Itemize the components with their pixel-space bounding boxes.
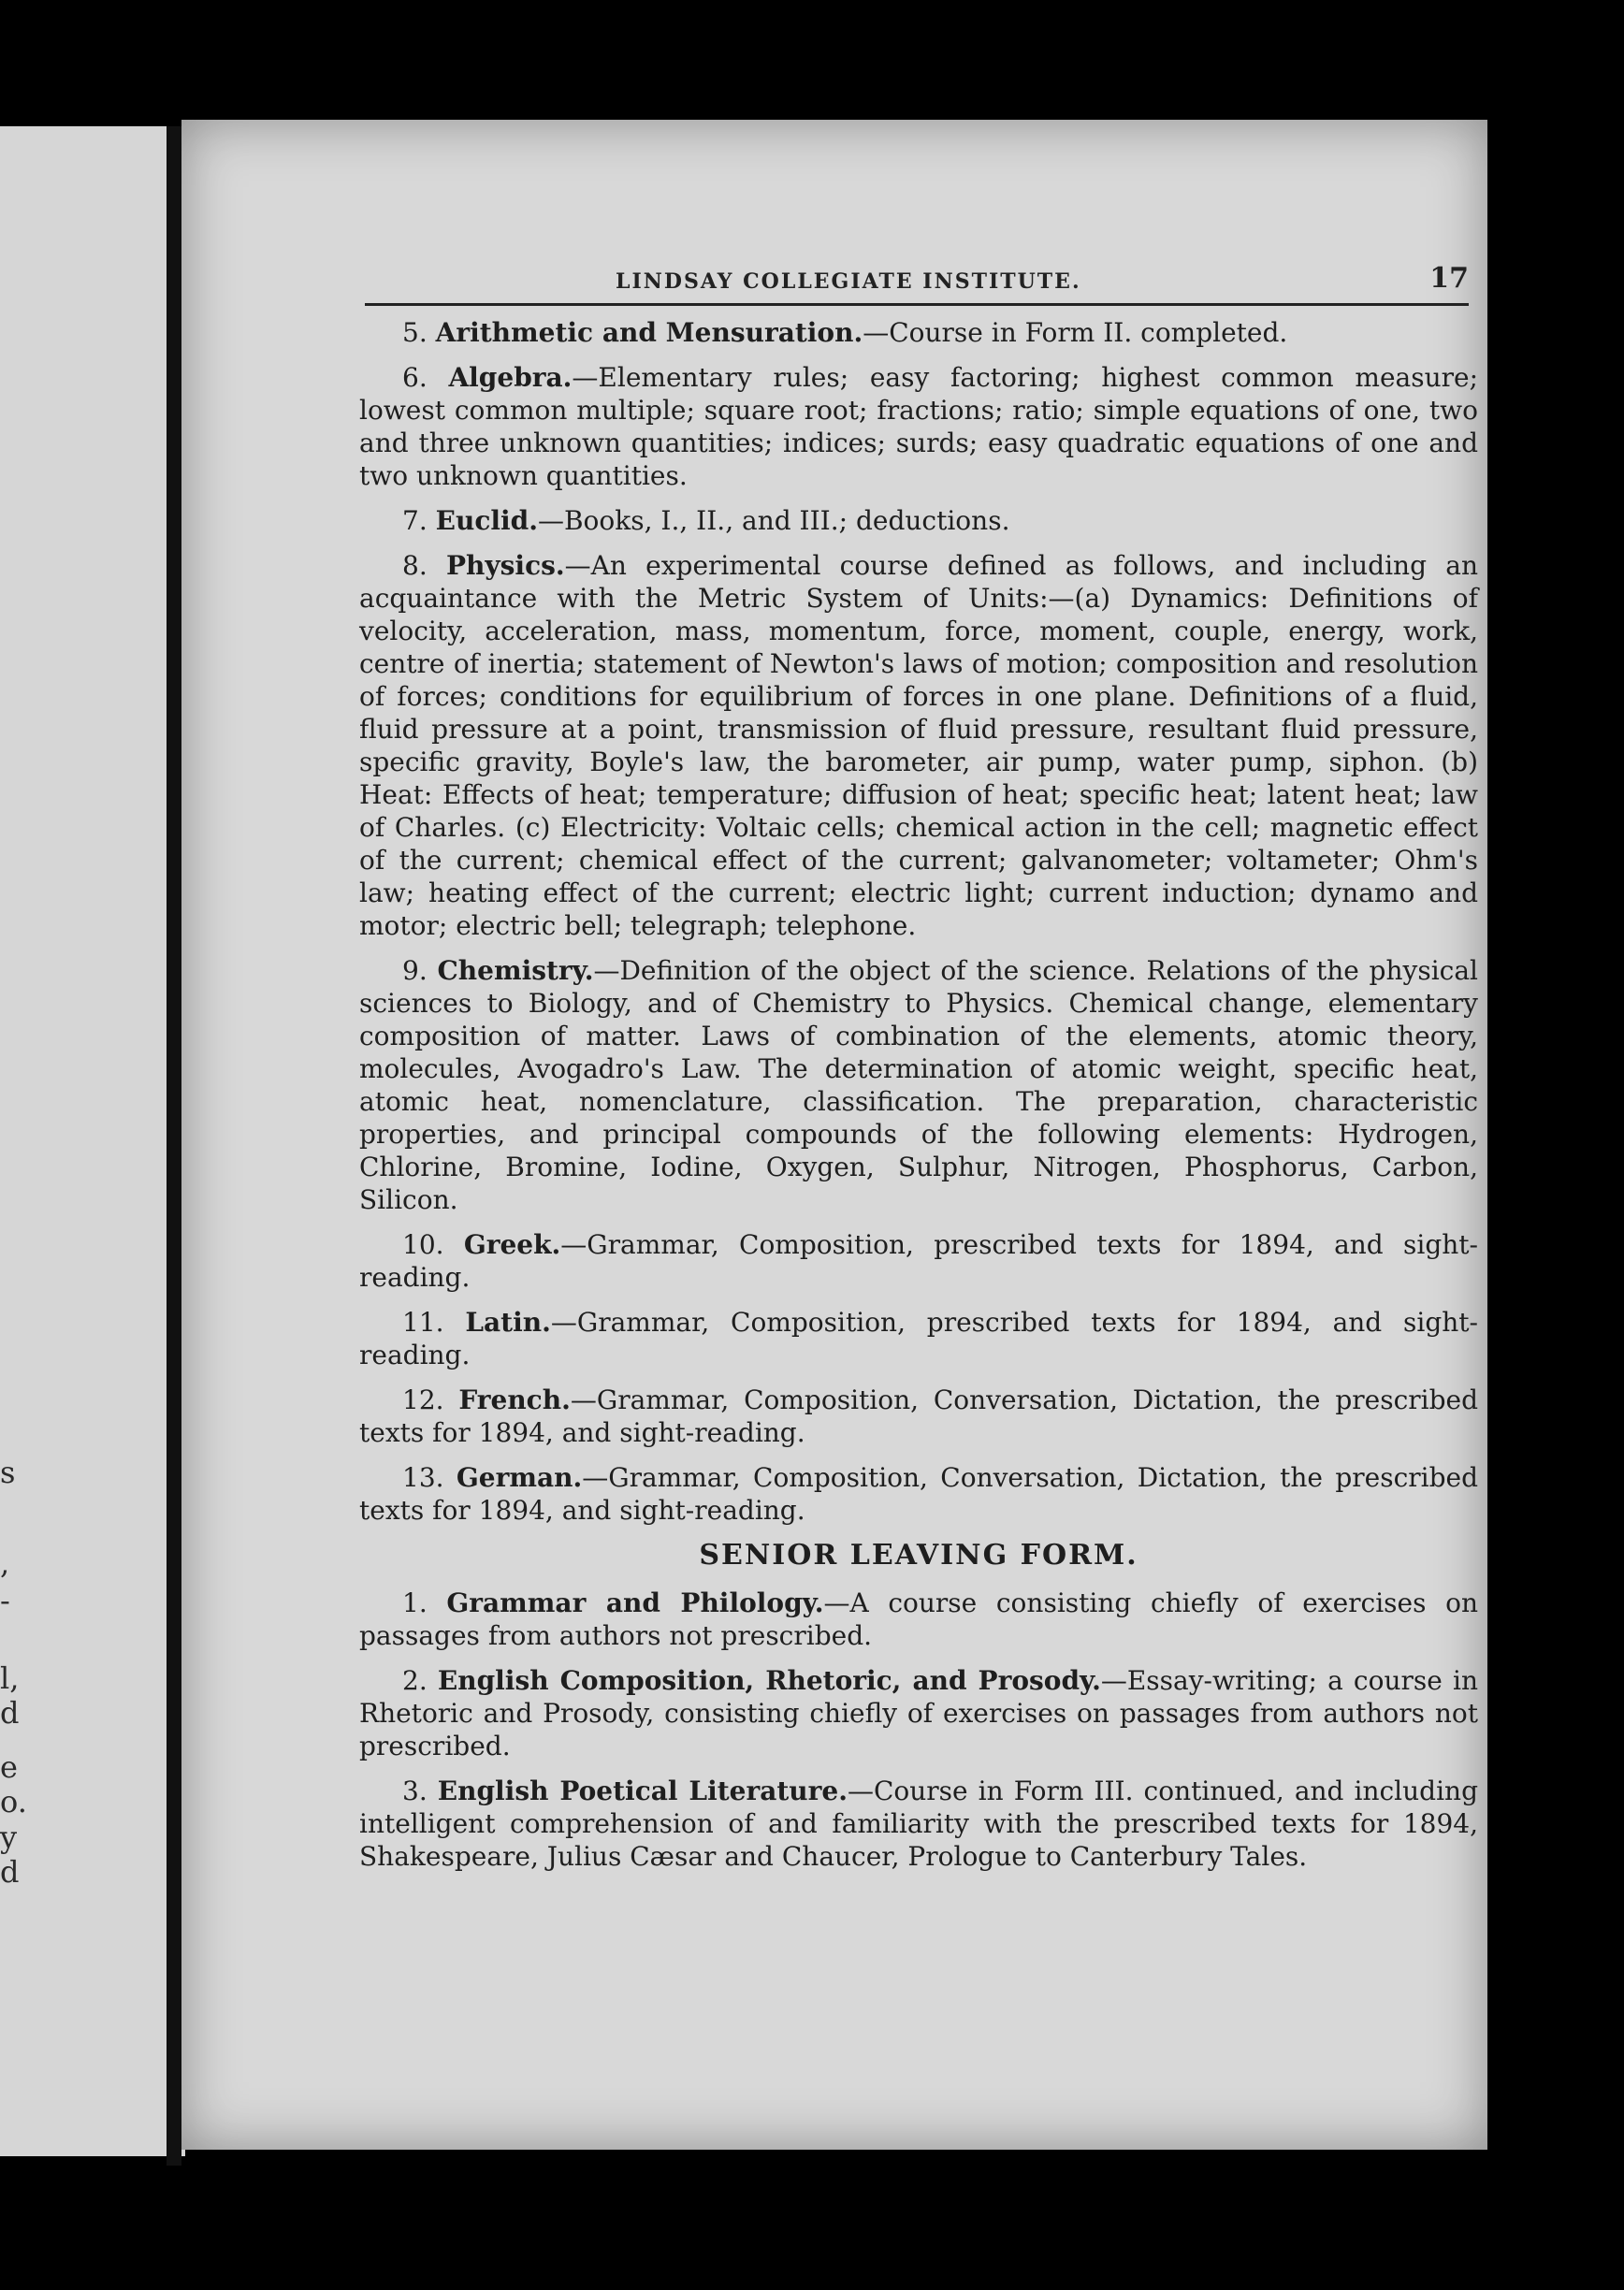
item-text: —An experimental course defined as follows, and including an acquaintance with the Metric System of Units:—(a) Dynamics: Definitions of velocity, acceleration, mass, momentum, force, moment, couple, energy, work, centre of inertia; statement of Newton's laws of motion; composition and resolution of forces; conditions for equilibrium of forces in one plane. Definitions of a fluid, fluid pressure at a point, transmission of fluid pressure, resultant fluid pressure, specific gravity, Boyle's law, the barometer, air pump, water pump, siphon. (b) Heat: Effects of heat; temperature; diffusion of heat; specific heat; latent heat; law of Charles. (c) Electricity: Voltaic cells; chemical action in the cell; magnetic effect of the current; chemical effect of the current; galvanometer; voltameter; Ohm's law; heating effect of the current; electric light; current induction; dynamo and motor; electric bell; telegraph; telephone. — [359, 550, 1478, 941]
paragraph-english-poetical-literature: 3. English Poetical Literature.—Course in Form III. continued, and including intelligent comprehension of and familiarity with the prescribed texts for 1894, Shakespeare, Julius Cæsar and Chaucer, Prologue to Canterbury Tales. — [359, 1775, 1479, 1872]
left-fragment: l, — [0, 1660, 20, 1696]
paragraph-chemistry: 9. Chemistry.—Definition of the object of the science. Relations of the physical sciences to Biology, and of Chemistry to Physics. Chemical change, elementary composition of matter. Laws of combination of the elements, atomic theory, molecules, Avogadro's Law. The determination of atomic weight, specific heat, atomic heat, nomenclature, classification. The preparation, characteristic properties, and principal compounds of the following elements: Hydrogen, Chlorine, Bromine, Iodine, Oxygen, Sulphur, Nitrogen, Phosphorus, Carbon, Silicon. — [359, 955, 1478, 1215]
page-number: 17 — [1429, 262, 1469, 295]
item-text: —Definition of the object of the science. Relations of the physical sciences to Biology, and of Chemistry to Physics. Chemical change, elementary composition of matter. Laws of combination of the elements, atomic theory, molecules, Avogadro's Law. The determination of atomic weight, specific heat, atomic heat, nomenclature, classification. The preparation, characteristic properties, and principal compounds of the following elements: Hydrogen, Chlorine, Bromine, Iodine, Oxygen, Sulphur, Nitrogen, Phosphorus, Carbon, Silicon. — [359, 955, 1478, 1215]
left-fragment: o. — [0, 1784, 27, 1819]
item-text: —Grammar, Composition, prescribed texts for 1894, and sight-reading. — [359, 1307, 1478, 1370]
paragraph-algebra: 6. Algebra.—Elementary rules; easy factoring; highest common measure; lowest common multiple; square root; fractions; ratio; simple equations of one, two and three unknown quantities; indices; surds; easy quadratic equations of one and two unknown quantities. — [359, 362, 1479, 491]
item-title: Latin. — [465, 1307, 551, 1338]
paragraph-arithmetic: 5. Arithmetic and Mensuration.—Course in Form II. completed. — [402, 317, 1288, 348]
left-fragment: - — [0, 1583, 10, 1618]
page-header — [365, 258, 1469, 306]
book-gutter — [167, 126, 181, 2166]
paragraph-latin: 11. Latin.—Grammar, Composition, prescribed texts for 1894, and sight-reading. — [359, 1307, 1478, 1370]
paragraph-greek: 10. Greek.—Grammar, Composition, prescribed texts for 1894, and sight-reading. — [359, 1229, 1478, 1293]
left-fragment: d — [0, 1854, 20, 1890]
item-text: —Grammar, Composition, Conversation, Dictation, the prescribed texts for 1894, and sight-reading. — [359, 1462, 1479, 1526]
paragraph-english-composition: 2. English Composition, Rhetoric, and Prosody.—Essay-writing; a course in Rhetoric and Prosody, consisting chiefly of exercises on passages from authors not prescribed. — [359, 1665, 1478, 1761]
left-fragment: , — [0, 1545, 10, 1581]
running-head: LINDSAY COLLEGIATE INSTITUTE. — [616, 269, 1081, 294]
item-text: —Grammar, Composition, Conversation, Dictation, the prescribed texts for 1894, and sight-reading. — [359, 1384, 1479, 1448]
item-title: Physics. — [445, 550, 565, 581]
item-title: German. — [456, 1462, 583, 1493]
left-facing-page — [0, 126, 185, 2156]
item-text: —Course in Form III. continued, and including intelligent comprehension of and familiarity with the prescribed texts for 1894, Shakespeare, Julius Cæsar and Chaucer, Prologue to Canterbury Tales. — [359, 1775, 1479, 1872]
left-fragment: d — [0, 1695, 20, 1731]
paragraph-german: 13. German.—Grammar, Composition, Conversation, Dictation, the prescribed texts for 1894, and sight-reading. — [359, 1462, 1479, 1526]
left-fragment: y — [0, 1819, 18, 1855]
item-title: English Poetical Literature. — [437, 1775, 848, 1806]
item-title: English Composition, Rhetoric, and Prosody. — [437, 1665, 1101, 1696]
item-text: —Essay-writing; a course in Rhetoric and Prosody, consisting chiefly of exercises on passages from authors not prescribed. — [359, 1665, 1478, 1761]
item-title: Chemistry. — [437, 955, 594, 986]
item-text: —Elementary rules; easy factoring; highest common measure; lowest common multiple; square root; fractions; ratio; simple equations of one, two and three unknown quantities; indices; surds; easy quadratic equations of one and two unknown quantities. — [359, 362, 1479, 491]
item-text: —A course consisting chiefly of exercises on passages from authors not prescribed. — [359, 1587, 1479, 1651]
item-title: Arithmetic and Mensuration. — [435, 317, 863, 348]
item-text: —Grammar, Composition, prescribed texts for 1894, and sight-reading. — [359, 1229, 1478, 1293]
item-title: Euclid. — [435, 505, 538, 536]
left-fragment: e — [0, 1749, 18, 1785]
paragraph-french: 12. French.—Grammar, Composition, Conversation, Dictation, the prescribed texts for 1894, and sight-reading. — [359, 1384, 1479, 1448]
left-fragment: s — [0, 1455, 16, 1490]
paragraph-physics: 8. Physics.—An experimental course defined as follows, and including an acquaintance with the Metric System of Units:—(a) Dynamics: Definitions of velocity, acceleration, mass, momentum, force, moment, couple, energy, work, centre of inertia; statement of Newton's laws of motion; composition and resolution of forces; conditions for equilibrium of forces in one plane. Definitions of a fluid, fluid pressure at a point, transmission of fluid pressure, resultant fluid pressure, specific gravity, Boyle's law, the barometer, air pump, water pump, siphon. (b) Heat: Effects of heat; temperature; diffusion of heat; specific heat; latent heat; law of Charles. (c) Electricity: Voltaic cells; chemical action in the cell; magnetic effect of the current; chemical effect of the current; galvanometer; voltameter; Ohm's law; heating effect of the current; electric light; current induction; dynamo and motor; electric bell; telegraph; telephone. — [359, 550, 1478, 941]
paragraph-euclid: 7. Euclid.—Books, I., II., and III.; deductions. — [402, 505, 1010, 536]
item-title: Algebra. — [448, 362, 573, 393]
section-heading: SENIOR LEAVING FORM. — [699, 1539, 1138, 1572]
item-title: Grammar and Philology. — [446, 1587, 824, 1618]
document-page — [181, 120, 1487, 2150]
item-title: Greek. — [463, 1229, 561, 1260]
item-text: —Course in Form II. completed. — [863, 317, 1288, 348]
item-title: French. — [458, 1384, 571, 1415]
page-body — [359, 316, 1478, 1885]
item-text: —Books, I., II., and III.; deductions. — [537, 505, 1010, 536]
paragraph-grammar-philology: 1. Grammar and Philology.—A course consisting chiefly of exercises on passages from authors not prescribed. — [359, 1587, 1479, 1651]
